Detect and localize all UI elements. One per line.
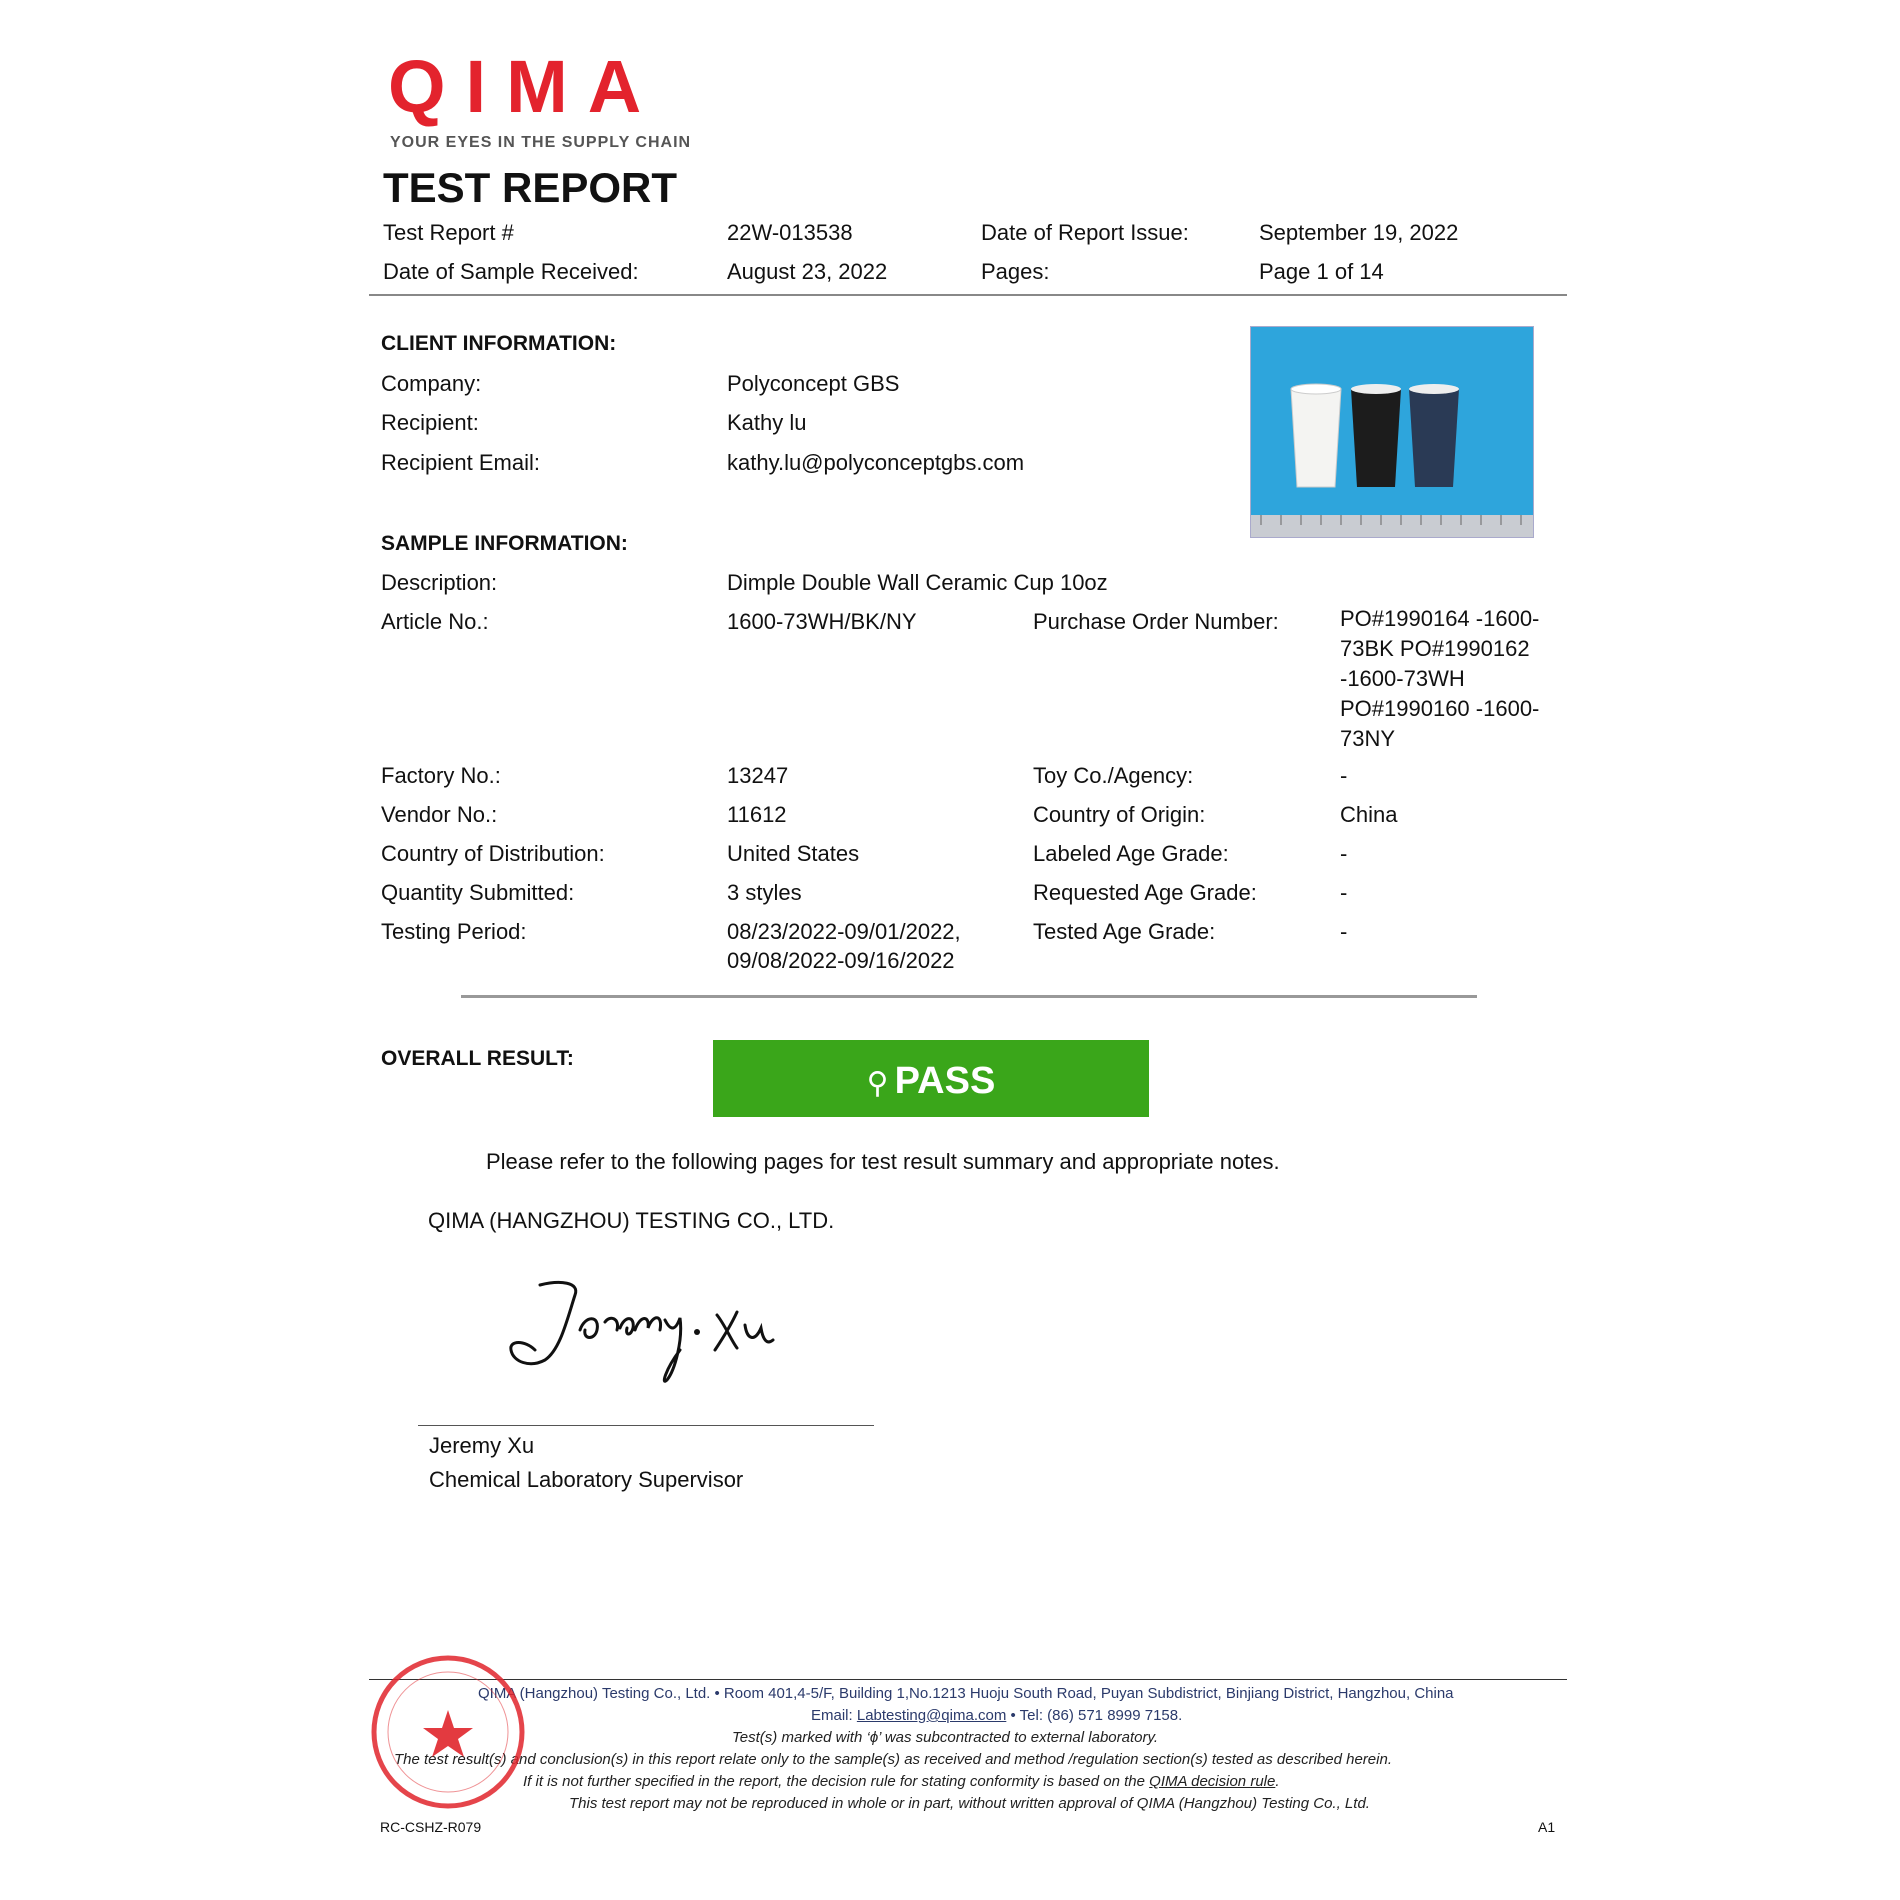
form-revision: A1: [1538, 1819, 1556, 1835]
footer-reproduction-note: This test report may not be reproduced in whole or in part, without written approval of QIMA (Hangzhou) Testing Co., Ltd.: [569, 1795, 1370, 1812]
sample-heading: SAMPLE INFORMATION:: [381, 532, 628, 555]
testing-value-2: 09/08/2022-09/16/2022: [727, 948, 955, 973]
header-divider: [369, 294, 1567, 296]
seal-stamp: [368, 1652, 528, 1812]
cups-image: [1251, 327, 1533, 537]
vendor-value: 11612: [727, 802, 787, 827]
pages-label: Pages:: [981, 259, 1050, 284]
requested-age-value: -: [1340, 880, 1348, 905]
distribution-value: United States: [727, 841, 860, 866]
footer-decision-note: [523, 1773, 1280, 1790]
qima-logo: QIMA: [388, 45, 662, 128]
qima-decision-rule-link[interactable]: QIMA decision rule: [1149, 1773, 1276, 1790]
email-value: kathy.lu@polyconceptgbs.com: [727, 450, 1025, 475]
footer-divider: [369, 1679, 1567, 1680]
distribution-label: Country of Distribution:: [381, 841, 605, 866]
sample-photo: [1250, 326, 1534, 538]
footer-subcontract-note: Test(s) marked with ‘ϕ’ was subcontracted to external laboratory.: [732, 1729, 1159, 1746]
footer-decision-prefix: If it is not further specified in the report, the decision rule for stating conformity is based on the: [523, 1773, 1145, 1790]
article-label: Article No.:: [381, 609, 489, 634]
description-label: Description:: [381, 570, 498, 595]
quantity-label: Quantity Submitted:: [381, 880, 575, 905]
received-label: Date of Sample Received:: [383, 259, 639, 284]
pass-text: [713, 1060, 1149, 1103]
result-value: PASS: [894, 1060, 996, 1102]
footer-period: .: [1275, 1773, 1280, 1790]
issue-date-value: September 19, 2022: [1259, 220, 1459, 245]
signature-drawing: [505, 1270, 795, 1390]
key-icon: ⚲: [866, 1067, 889, 1100]
signature-line: [418, 1425, 874, 1426]
page-title: TEST REPORT: [383, 164, 678, 211]
logo-tagline: YOUR EYES IN THE SUPPLY CHAIN: [390, 134, 692, 151]
sample-divider: [461, 995, 1477, 998]
recipient-label: Recipient:: [381, 410, 479, 435]
vendor-label: Vendor No.:: [381, 802, 498, 827]
toy-label: Toy Co./Agency:: [1033, 763, 1194, 788]
lab-company: QIMA (HANGZHOU) TESTING CO., LTD.: [428, 1208, 835, 1233]
footer-email-link[interactable]: Labtesting@qima.com: [856, 1707, 1007, 1724]
tested-age-value: -: [1340, 919, 1348, 944]
article-value: 1600-73WH/BK/NY: [727, 609, 917, 634]
received-value: August 23, 2022: [727, 259, 888, 284]
requested-age-label: Requested Age Grade:: [1033, 880, 1257, 905]
recipient-value: Kathy lu: [727, 410, 807, 435]
client-heading: CLIENT INFORMATION:: [381, 332, 617, 355]
result-note: Please refer to the following pages for test result summary and appropriate notes.: [486, 1149, 1280, 1174]
report-no-value: 22W-013538: [727, 220, 853, 245]
description-value: Dimple Double Wall Ceramic Cup 10oz: [727, 570, 1108, 595]
pages-value: Page 1 of 14: [1259, 259, 1384, 284]
pass-badge: [713, 1040, 1149, 1117]
tested-age-label: Tested Age Grade:: [1033, 919, 1216, 944]
origin-value: China: [1340, 802, 1398, 827]
labeled-age-value: -: [1340, 841, 1348, 866]
issue-date-label: Date of Report Issue:: [981, 220, 1189, 245]
testing-label: Testing Period:: [381, 919, 527, 944]
footer-tel: • Tel: (86) 571 8999 7158.: [1010, 1707, 1183, 1724]
form-code: RC-CSHZ-R079: [380, 1819, 482, 1835]
signature: [505, 1270, 795, 1390]
labeled-age-label: Labeled Age Grade:: [1033, 841, 1229, 866]
factory-label: Factory No.:: [381, 763, 501, 788]
footer-scope-note: The test result(s) and conclusion(s) in this report relate only to the sample(s) as received and method /regulation section(s) tested as described herein.: [394, 1751, 1392, 1768]
company-value: Polyconcept GBS: [727, 371, 900, 396]
signer-name: Jeremy Xu: [429, 1433, 535, 1458]
signer-role: Chemical Laboratory Supervisor: [429, 1467, 744, 1492]
company-seal: [368, 1652, 528, 1812]
company-label: Company:: [381, 371, 482, 396]
email-label: Recipient Email:: [381, 450, 540, 475]
testing-value-1: 08/23/2022-09/01/2022,: [727, 919, 961, 944]
po-label: Purchase Order Number:: [1033, 609, 1279, 634]
toy-value: -: [1340, 763, 1348, 788]
result-label: OVERALL RESULT:: [381, 1047, 574, 1070]
quantity-value: 3 styles: [727, 880, 802, 905]
report-no-label: Test Report #: [383, 220, 514, 245]
factory-value: 13247: [727, 763, 789, 788]
footer-contact: [811, 1707, 1182, 1724]
footer-address: QIMA (Hangzhou) Testing Co., Ltd. • Room 401,4-5/F, Building 1,No.1213 Huoju South Road, Puyan Subdistrict, Binjiang District, Hangzhou, China: [478, 1685, 1454, 1702]
footer-email-prefix: Email:: [811, 1707, 853, 1724]
origin-label: Country of Origin:: [1033, 802, 1206, 827]
po-value: PO#1990164 -1600-73BK PO#1990162 -1600-73WH PO#1990160 -1600-73NY: [1340, 606, 1540, 751]
